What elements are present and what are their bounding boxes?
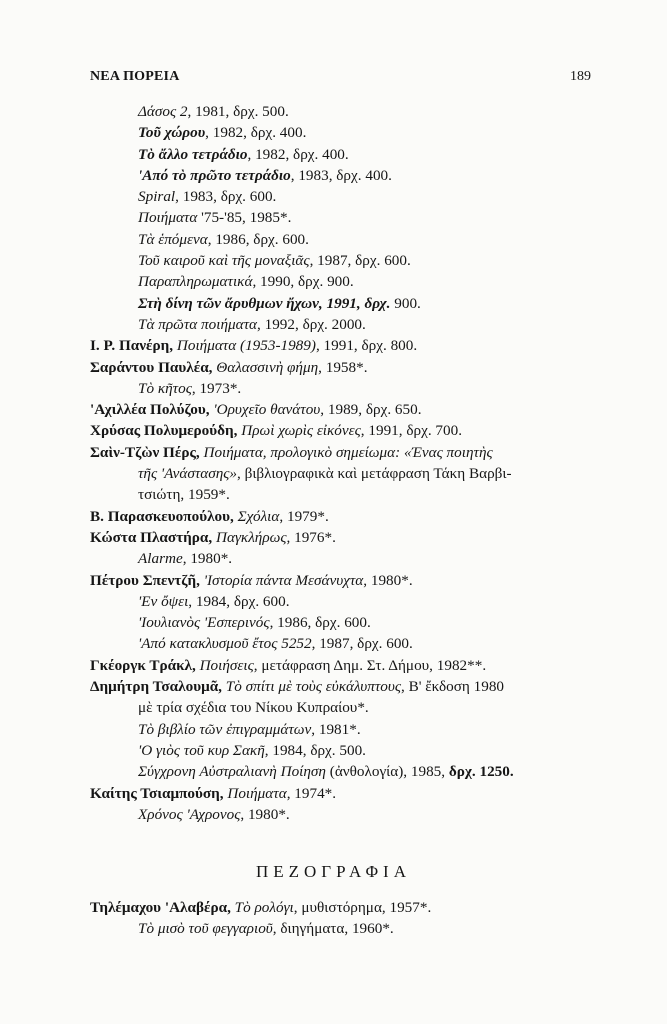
author-name: Κώστα Πλαστήρα,: [90, 528, 216, 546]
work-title: Τοῦ καιροῦ καὶ τῆς μοναξιᾶς: [138, 252, 310, 270]
author-name: Β. Παρασκευοπούλου,: [90, 507, 238, 525]
page-number: 189: [570, 69, 591, 84]
publication-details: , 1980*.: [182, 550, 233, 568]
sub-entry: [90, 740, 592, 761]
publication-details: , 1980*.: [240, 805, 290, 823]
author-name: Πέτρου Σπεντζῆ,: [90, 571, 204, 589]
sub-entry: [90, 918, 592, 939]
publication-details: , 1976*.: [286, 528, 336, 546]
work-title: Τὸ ἄλλο τετράδιο: [138, 145, 248, 163]
sub-entry: [90, 633, 592, 654]
author-name: Δημήτρη Τσαλουμᾶ,: [90, 678, 226, 696]
work-title: Τὸ σπίτι μὲ τοὺς εὐκάλυπτους: [225, 678, 402, 696]
work-title: Τοῦ χώρου: [138, 124, 206, 142]
sub-entry: [90, 186, 592, 207]
sub-entry: [90, 804, 592, 825]
bibliography-entry: [90, 420, 592, 441]
author-name: Τηλέμαχου 'Αλαβέρα,: [90, 899, 235, 916]
work-title: 'Ο γιὸς τοῦ κυρ Σακῆ: [138, 741, 265, 759]
work-title: Παγκλήρως: [216, 528, 287, 546]
sub-entry: [90, 293, 592, 314]
publication-details: , 1986, δρχ. 600.: [207, 230, 309, 248]
work-title: Σύγχρονη Αὐστραλιανὴ Ποίηση: [138, 763, 326, 781]
bibliography-entry: [90, 676, 592, 697]
work-title: τῆς 'Ανάστασης»: [138, 465, 238, 483]
author-name: I. P. Πανέρη,: [90, 337, 177, 355]
work-title: Ποιήματα: [227, 784, 287, 802]
work-title: Τὸ κῆτος: [138, 379, 192, 397]
publication-details: , 1991, δρχ. 800.: [315, 337, 418, 355]
work-title: Alarme: [138, 550, 183, 568]
work-title: Τὰ πρῶτα ποιήματα: [138, 315, 258, 333]
publication-details: (ἀνθολογία), 1985,: [325, 763, 449, 781]
bibliography-entry: [90, 897, 592, 918]
work-title: Τὸ βιβλίο τῶν ἐπιγραμμάτων: [138, 720, 312, 738]
publication-details: , μυθιστόρημα, 1957*.: [293, 899, 432, 916]
publication-details: , Β' ἔκδοση 1980: [401, 678, 505, 696]
work-title: Τὰ ἑπόμενα: [138, 230, 208, 248]
section-heading: ΠΕΖΟΓΡΑΦΙΑ: [255, 862, 411, 881]
publication-details: , 1987, δρχ. 600.: [309, 252, 411, 270]
work-title: 'Ορυχεῖο θανάτου: [213, 401, 321, 419]
work-title: Τὸ ρολόγι: [234, 899, 294, 916]
sub-entry: [90, 207, 592, 228]
publication-details: , 1983, δρχ. 400.: [290, 166, 392, 184]
sub-entry: [90, 165, 592, 186]
work-title: Χρόνος 'Αχρονος: [138, 805, 241, 823]
bibliography-entry: [90, 442, 592, 463]
publication-details: μὲ τρία σχέδια του Νίκου Κυπραίου*.: [138, 699, 369, 717]
running-head: ΝΕΑ ΠΟΡΕΙΑ: [90, 69, 180, 84]
author-name: Χρύσας Πολυμερούδη,: [90, 422, 242, 440]
publication-details: , 1982, δρχ. 400.: [205, 124, 307, 142]
sub-entry: [90, 122, 592, 143]
publication-details: , βιβλιογραφικὰ καὶ μετάφραση Τάκη Βαρβι-: [237, 465, 512, 483]
publication-details: , 1981, δρχ. 500.: [187, 103, 289, 120]
publication-details: , 1987, δρχ. 600.: [311, 635, 413, 653]
work-title: 'Ιστορία πάντα Μεσάνυχτα: [203, 571, 364, 589]
work-title: Ποιήματα: [138, 209, 198, 227]
bibliography-entry: [90, 357, 592, 378]
publication-details: , 1991, δρχ. 700.: [360, 422, 463, 440]
poetry-bibliography-list: [90, 101, 592, 825]
sub-entry: [90, 719, 592, 740]
work-title: Ποιήματα (1953-1989): [176, 337, 316, 355]
bibliography-entry: [90, 335, 592, 356]
author-name: 'Αχιλλέα Πολύζου,: [90, 401, 214, 419]
publication-details: , 1973*.: [191, 379, 242, 397]
publication-details: , 1983, δρχ. 600.: [175, 188, 277, 206]
sub-entry: [90, 250, 592, 271]
author-name: δρχ. 1250.: [448, 763, 514, 781]
publication-details: , 1984, δρχ. 600.: [188, 592, 290, 610]
sub-entry: [90, 548, 592, 569]
work-title: Spiral: [138, 188, 176, 206]
sub-entry: [90, 591, 592, 612]
bibliography-entry: [90, 399, 592, 420]
publication-details: , 1992, δρχ. 2000.: [257, 315, 366, 333]
publication-details: 900.: [390, 294, 421, 312]
work-title: Παραπληρωματικά: [138, 273, 253, 291]
bibliography-entry: [90, 570, 592, 591]
bibliography-entry: [90, 527, 592, 548]
work-title: 'Εν ὄψει: [138, 592, 189, 610]
publication-details: τσιώτη, 1959*.: [138, 486, 230, 504]
entry-continuation: [90, 484, 592, 505]
work-title: Σχόλια: [237, 507, 280, 525]
entry-continuation: [90, 697, 592, 718]
work-title: 'Ιουλιανὸς 'Εσπερινός: [138, 614, 270, 632]
sub-entry: [90, 144, 592, 165]
publication-details: , 1979*.: [279, 507, 329, 525]
work-title: Ποιήσεις: [199, 656, 254, 674]
author-name: Καίτης Τσιαμπούση,: [90, 784, 228, 802]
sub-entry: [90, 101, 592, 122]
publication-details: , 1984, δρχ. 500.: [264, 741, 366, 759]
bibliography-entry: [90, 783, 592, 804]
work-title: 'Από τὸ πρῶτο τετράδιο: [138, 166, 291, 184]
work-title: Πρωὶ χωρὶς εἰκόνες: [241, 422, 361, 440]
author-name: Γκέοργκ Τράκλ,: [90, 656, 200, 674]
publication-details: , μετάφραση Δημ. Στ. Δήμου, 1982**.: [253, 656, 487, 674]
bibliography-entry: [90, 655, 592, 676]
sub-entry: [90, 314, 592, 335]
sub-entry: [90, 612, 592, 633]
work-title: Τὸ μισὸ τοῦ φεγγαριοῦ: [138, 920, 273, 938]
publication-details: , 1986, δρχ. 600.: [269, 614, 371, 632]
bibliography-entry: [90, 506, 592, 527]
work-title: Στὴ δίνη τῶν ἄρυθμων ἤχων, 1991, δρχ.: [138, 294, 391, 312]
publication-details: , 1981*.: [311, 720, 361, 738]
publication-details: , 1974*.: [286, 784, 337, 802]
publication-details: , 1989, δρχ. 650.: [320, 401, 422, 419]
work-title: Ποιήματα, προλογικὸ σημείωμα: «Ένας ποιητὴς: [203, 443, 493, 461]
publication-details: , 1982, δρχ. 400.: [247, 145, 349, 163]
publication-details: '75-'85, 1985*.: [197, 209, 292, 227]
publication-details: , 1980*.: [363, 571, 413, 589]
work-title: Δάσος 2: [138, 103, 188, 120]
sub-entry: [90, 229, 592, 250]
sub-entry: [90, 761, 592, 782]
sub-entry: [90, 271, 592, 292]
author-name: Σαὶν-Τζὼν Πέρς,: [90, 443, 204, 461]
publication-details: , 1990, δρχ. 900.: [252, 273, 354, 291]
entry-continuation: [90, 463, 592, 484]
work-title: 'Από κατακλυσμοῦ ἔτος 5252: [138, 635, 312, 653]
author-name: Σαράντου Παυλέα,: [90, 358, 217, 376]
publication-details: , 1958*.: [318, 358, 368, 376]
publication-details: , διηγήματα, 1960*.: [272, 920, 394, 938]
prose-bibliography-list: [90, 897, 592, 940]
work-title: Θαλασσινὴ φήμη: [216, 358, 319, 376]
sub-entry: [90, 378, 592, 399]
